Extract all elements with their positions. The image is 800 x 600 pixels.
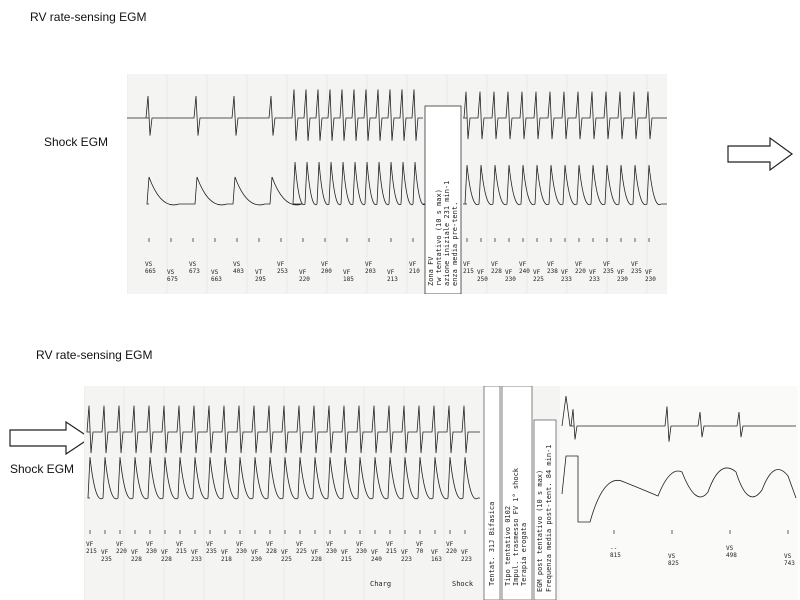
top-left-marker-type: VS [145,261,153,268]
bottom-left-marker-value: 223 [461,556,472,563]
top-left-marker-value: 220 [299,276,310,283]
bottom-left-marker-value: 215 [341,556,352,563]
bottom-left-marker-value: 230 [146,548,157,555]
bottom-left-marker-type: VF [326,541,334,548]
bottom-left-marker-type: VF [386,541,394,548]
bottom-left-marker-type: VF [296,541,304,548]
bottom-panel-a-line: Tentat. 31J Bifasica [488,501,496,586]
top-right-marker-type: VF [547,261,555,268]
top-right-marker-type: VF [463,261,471,268]
strip-paper-right [560,386,798,600]
shock-label: Shock [452,580,474,588]
top-left-marker-value: 663 [211,276,222,283]
bottom-left-marker-type: VF [281,549,289,556]
bottom-panel-c-line: EGM post tentativo (10 s max) [536,469,544,592]
top-right-marker-value: 233 [589,276,600,283]
charge-label: Charg [370,580,392,588]
top-right-marker-value: 230 [617,276,628,283]
top-egm-strip [127,74,667,294]
top-left-marker-type: VS [233,261,241,268]
top-panel-line: azione iniziale 231 min-1 [443,180,451,286]
top-right-marker-value: 240 [519,268,530,275]
bottom-left-marker-value: 230 [326,548,337,555]
bottom-left-marker-type: VF [431,549,439,556]
bottom-left-marker-value: 228 [311,556,322,563]
top-left-marker-type: VF [409,261,417,268]
bottom-right-marker-type: VS [726,545,734,552]
bottom-right-marker-value: 743 [784,560,795,567]
top-left-marker-value: 185 [343,276,354,283]
bottom-left-marker-value: 163 [431,556,442,563]
top-left-marker-value: 210 [409,268,420,275]
bottom-left-marker-value: 228 [161,556,172,563]
bottom-left-marker-value: 230 [251,556,262,563]
top-left-marker-value: 253 [277,268,288,275]
bottom-left-marker-type: VF [101,549,109,556]
bottom-left-marker-type: VF [251,549,259,556]
top-right-marker-value: 230 [505,276,516,283]
top-rv-label: RV rate-sensing EGM [30,10,147,24]
top-left-marker-value: 200 [321,268,332,275]
top-right-marker-type: VF [589,269,597,276]
bottom-right-marker-value: 825 [668,560,679,567]
top-right-marker-type: VF [617,269,625,276]
bottom-left-marker-value: 220 [446,548,457,555]
top-left-marker-type: VF [321,261,329,268]
bottom-left-marker-value: 235 [206,548,217,555]
right-arrow-icon [726,136,796,172]
bottom-left-marker-value: 230 [236,548,247,555]
top-left-marker-type: VS [211,269,219,276]
top-left-marker-type: VF [299,269,307,276]
bottom-left-marker-type: VF [401,549,409,556]
bottom-left-marker-type: VF [371,549,379,556]
bottom-left-marker-type: VF [161,549,169,556]
bottom-left-marker-value: 225 [281,556,292,563]
bottom-panel-c-line: Frequenza media post-tent. 84 min-1 [545,444,553,592]
bottom-left-marker-value: 215 [86,548,97,555]
bottom-left-marker-value: 215 [176,548,187,555]
bottom-panel-b-line: Tipo tentativo 0102 [504,505,512,586]
bottom-left-marker-type: VF [341,549,349,556]
bottom-left-marker-type: VF [191,549,199,556]
top-left-marker-type: VT [255,269,263,276]
top-left-marker-type: VF [343,269,351,276]
top-left-marker-type: VF [387,269,395,276]
bottom-left-marker-value: 230 [356,548,367,555]
bottom-left-marker-type: VF [146,541,154,548]
bottom-right-marker-type: VS [668,553,676,560]
top-left-marker-value: 213 [387,276,398,283]
bottom-right-marker-value: 498 [726,552,737,559]
top-right-marker-type: VF [631,261,639,268]
bottom-left-marker-type: VF [206,541,214,548]
bottom-right-marker-type: -- [610,545,618,552]
bottom-right-marker-value: 815 [610,552,621,559]
top-right-marker-type: VF [533,269,541,276]
bottom-left-marker-type: VF [221,549,229,556]
top-shock-label: Shock EGM [44,135,109,149]
bottom-left-marker-value: 70 [416,548,424,555]
bottom-left-marker-value: 225 [296,548,307,555]
top-left-marker-value: 675 [167,276,178,283]
top-left-marker-value: 203 [365,268,376,275]
bottom-left-marker-value: 235 [101,556,112,563]
bottom-panel-b-line: Impul. trasmesso FV 1° shock [512,467,520,586]
top-left-marker-value: 673 [189,268,200,275]
top-right-marker-type: VF [519,261,527,268]
top-right-marker-type: VF [491,261,499,268]
top-left-marker-value: 403 [233,268,244,275]
top-right-marker-type: VF [645,269,653,276]
bottom-left-marker-value: 218 [221,556,232,563]
top-right-marker-value: 238 [547,268,558,275]
left-arrow-icon [8,420,92,456]
top-left-marker-value: 295 [255,276,266,283]
top-right-marker-value: 250 [477,276,488,283]
top-left-marker-type: VF [365,261,373,268]
bottom-left-marker-value: 228 [131,556,142,563]
top-right-marker-type: VF [477,269,485,276]
bottom-egm-strip [84,386,798,600]
bottom-left-marker-type: VF [116,541,124,548]
bottom-panel-b-line: Terapia erogata [520,522,528,586]
bottom-left-marker-type: VF [461,549,469,556]
bottom-right-marker-type: VS [784,553,792,560]
bottom-left-marker-type: VF [236,541,244,548]
top-right-marker-value: 228 [491,268,502,275]
top-left-marker-type: VS [189,261,197,268]
top-right-marker-type: VF [505,269,513,276]
bottom-left-marker-value: 228 [266,548,277,555]
top-panel-line: Zona FV [427,256,435,286]
top-right-marker-value: 235 [631,268,642,275]
bottom-left-marker-type: VF [416,541,424,548]
top-right-marker-value: 233 [561,276,572,283]
top-panel-line: enza media pre-tent. [451,201,459,286]
top-right-marker-value: 215 [463,268,474,275]
bottom-left-marker-type: VF [131,549,139,556]
top-right-marker-value: 225 [533,276,544,283]
top-right-marker-type: VF [575,261,583,268]
top-right-marker-value: 220 [575,268,586,275]
bottom-left-marker-type: VF [446,541,454,548]
bottom-rv-label: RV rate-sensing EGM [36,348,153,362]
bottom-left-marker-type: VF [86,541,94,548]
bottom-left-marker-type: VF [266,541,274,548]
bottom-left-marker-value: 220 [116,548,127,555]
top-right-marker-type: VF [603,261,611,268]
top-panel-line: rw tentativo (10 s max) [435,189,443,286]
bottom-left-marker-type: VF [176,541,184,548]
top-left-marker-value: 665 [145,268,156,275]
bottom-shock-label: Shock EGM [10,462,75,476]
bottom-left-marker-value: 215 [386,548,397,555]
bottom-left-marker-value: 240 [371,556,382,563]
bottom-left-marker-type: VF [311,549,319,556]
top-right-marker-value: 235 [603,268,614,275]
bottom-left-marker-value: 233 [191,556,202,563]
bottom-left-marker-value: 223 [401,556,412,563]
top-right-marker-type: VF [561,269,569,276]
bottom-left-marker-type: VF [356,541,364,548]
strip-paper [127,74,667,294]
top-left-marker-type: VF [277,261,285,268]
top-right-marker-value: 230 [645,276,656,283]
top-left-marker-type: VS [167,269,175,276]
